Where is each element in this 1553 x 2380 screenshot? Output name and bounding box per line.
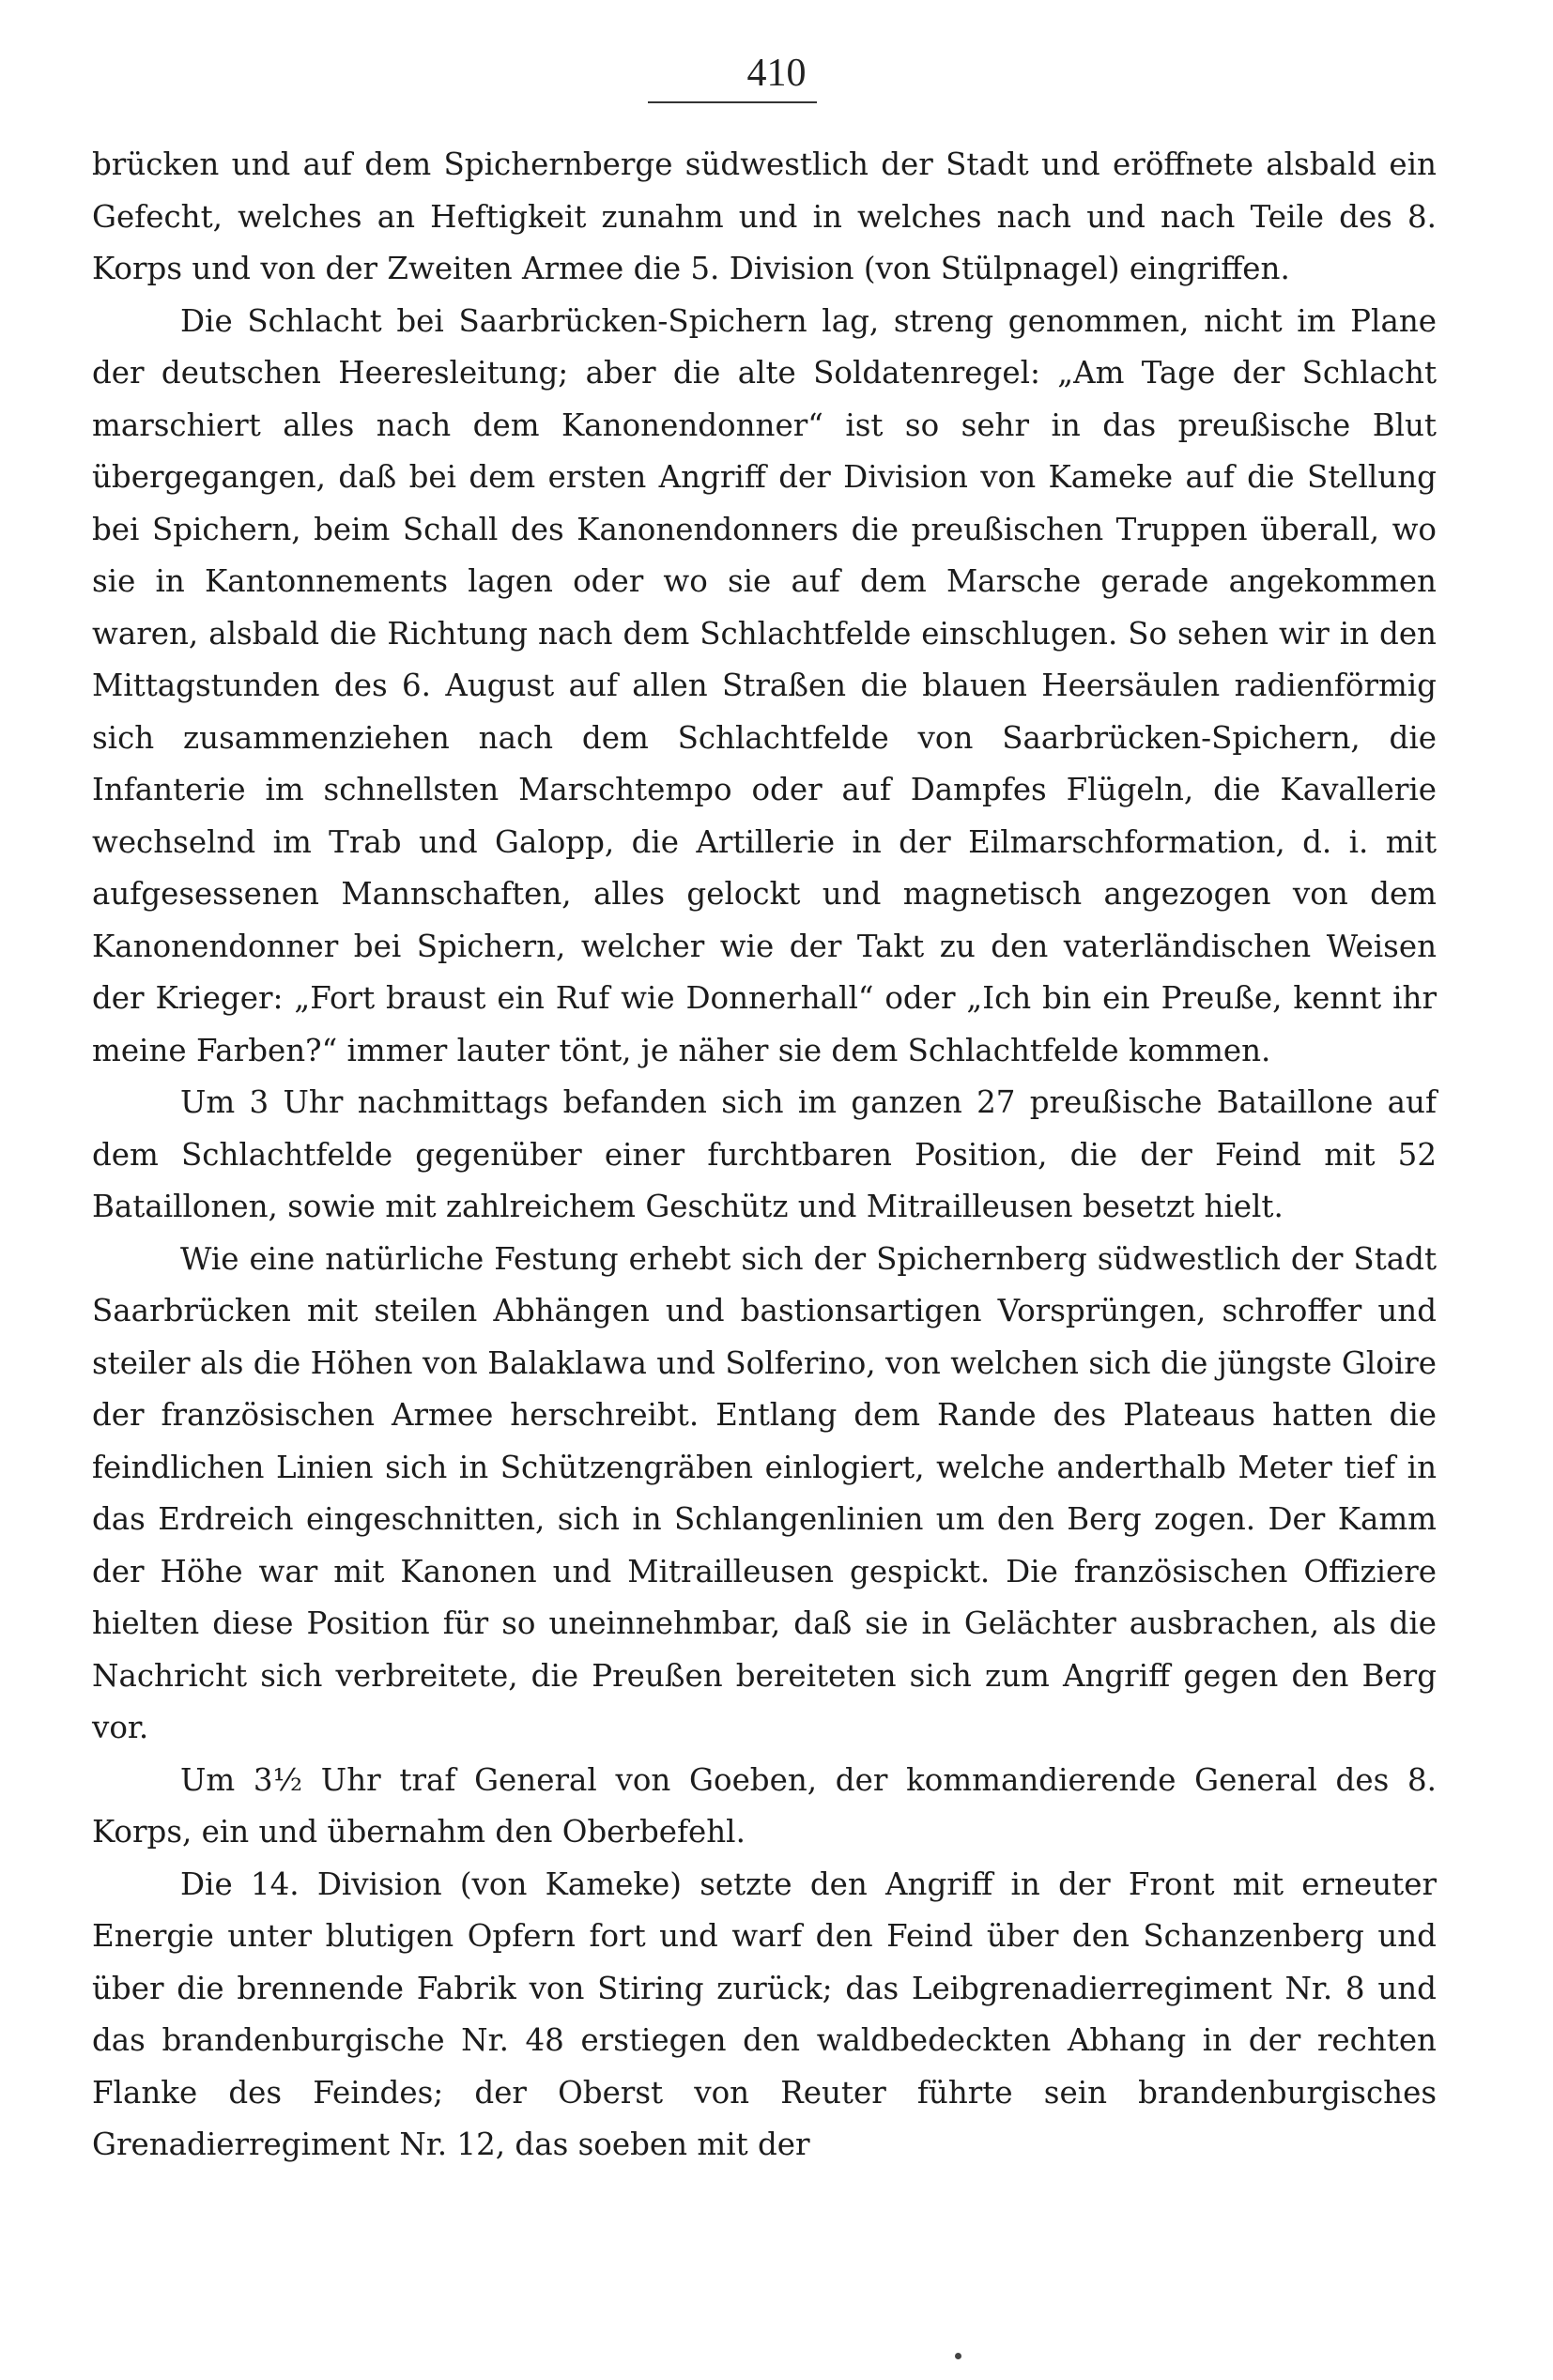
- paragraph-5: Um 3½ Uhr traf General von Goeben, der kommandierende General des 8. Korps, ein und übernahm den Oberbefehl.: [92, 1761, 1437, 1850]
- paragraph-6: Die 14. Division (von Kameke) setzte den Angriff in der Front mit erneuter Energie unter blutigen Opfern fort und warf den Feind über den Schanzenberg und über die brennende Fabrik von Stiring zurück; das Leibgrenadierregiment Nr. 8 und das brandenburgische Nr. 48 erstiegen den waldbedeckten Abhang in der rechten Flanke des Feindes; der Oberst von Reuter führte sein brandenburgisches Grenadierregiment Nr. 12, das soeben mit der: [92, 1866, 1437, 2162]
- print-speck: [955, 2353, 961, 2359]
- body-text: [92, 139, 1437, 2172]
- header-rule: [648, 101, 817, 103]
- paragraph-4: Wie eine natürliche Festung erhebt sich der Spichernberg südwestlich der Stadt Saarbrücken mit steilen Abhängen und bastionsartigen Vorsprüngen, schroffer und steiler als die Höhen von Balaklawa und Solferino, von welchen sich die jüngste Gloire der französischen Armee herschreibt. Entlang dem Rande des Plateaus hatten die feindlichen Linien sich in Schützengräben einlogiert, welche anderthalb Meter tief in das Erdreich eingeschnitten, sich in Schlangenlinien um den Berg zogen. Der Kamm der Höhe war mit Kanonen und Mitrailleusen gespickt. Die französischen Offiziere hielten diese Position für so uneinnehmbar, daß sie in Gelächter ausbrachen, als die Nachricht sich verbreitete, die Preußen bereiteten sich zum Angriff gegen den Berg vor.: [92, 1240, 1437, 1745]
- paragraph-2: Die Schlacht bei Saarbrücken-Spichern lag, streng genommen, nicht im Plane der deutschen Heeresleitung; aber die alte Soldatenregel: „Am Tage der Schlacht marschiert alles nach dem Kanonendonner“ ist so sehr in das preußische Blut übergegangen, daß bei dem ersten Angriff der Division von Kameke auf die Stellung bei Spichern, beim Schall des Kanonendonners die preußischen Truppen überall, wo sie in Kantonnements lagen oder wo sie auf dem Marsche gerade angekommen waren, alsbald die Richtung nach dem Schlachtfelde einschlugen. So sehen wir in den Mittagstunden des 6. August auf allen Straßen die blauen Heersäulen radienförmig sich zusammenziehen nach dem Schlachtfelde von Saarbrücken-Spichern, die Infanterie im schnellsten Marschtempo oder auf Dampfes Flügeln, die Kavallerie wechselnd im Trab und Galopp, die Artillerie in der Eilmarschformation, d. i. mit aufgesessenen Mannschaften, alles gelockt und magnetisch angezogen von dem Kanonendonner bei Spichern, welcher wie der Takt zu den vaterländischen Weisen der Krieger: „Fort braust ein Ruf wie Donnerhall“ oder „Ich bin ein Preuße, kennt ihr meine Farben?“ immer lauter tönt, je näher sie dem Schlachtfelde kommen.: [92, 302, 1437, 1068]
- paragraph-1: brücken und auf dem Spichernberge südwestlich der Stadt und eröffnete alsbald ein Gefecht, welches an Heftigkeit zunahm und in welches nach und nach Teile des 8. Korps und von der Zweiten Armee die 5. Division (von Stülpnagel) eingriffen.: [92, 146, 1437, 286]
- paragraph-3: Um 3 Uhr nachmittags befanden sich im ganzen 27 preußische Bataillone auf dem Schlachtfelde gegenüber einer furchtbaren Position, die der Feind mit 52 Bataillonen, sowie mit zahlreichem Geschütz und Mitrailleusen besetzt hielt.: [92, 1084, 1437, 1224]
- page-number: 410: [746, 52, 807, 95]
